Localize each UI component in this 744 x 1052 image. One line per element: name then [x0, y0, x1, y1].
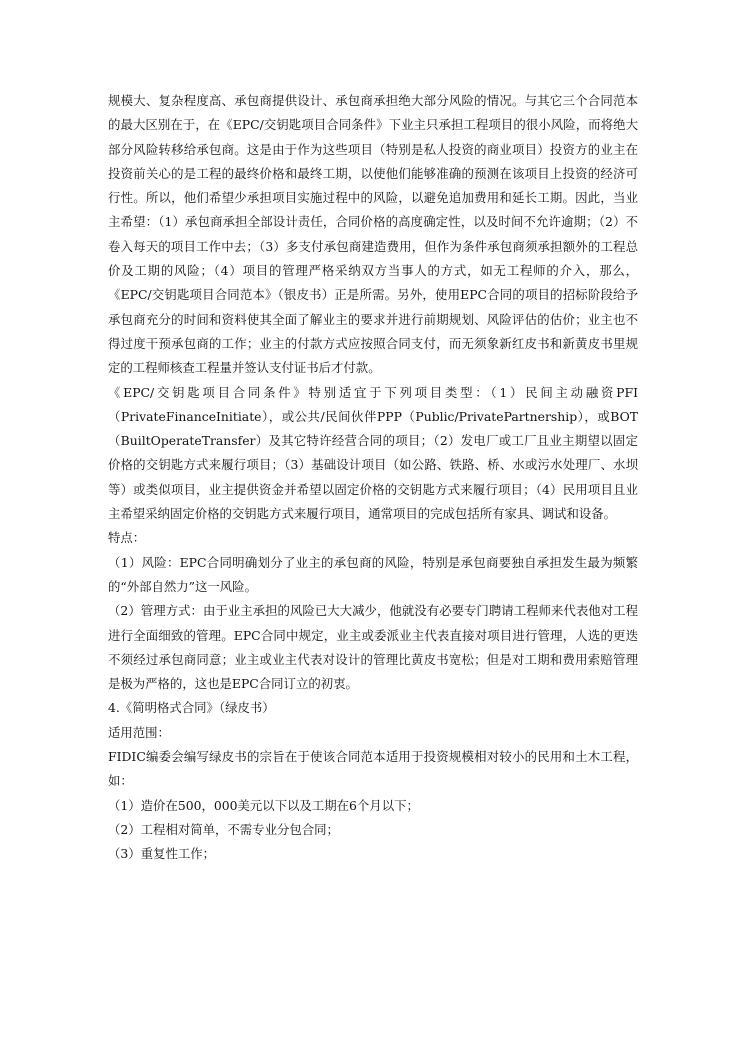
paragraph-epc-overview: 规模大、复杂程度高、承包商提供设计、承包商承担绝大部分风险的情况。与其它三个合同范本的最大区别在于，在《EPC/交钥匙项目合同条件》下业主只承担工程项目的很小风险，而将绝大部分风险转移给承包商。这是由于作为这些项目（特别是私人投资的商业项目）投资方的业主在投资前关心的是工程的最终价格和最终工期，以使他们能够准确的预测在该项目上投资的经济可行性。所以，他们希望少承担项目实施过程中的风险，以避免追加费用和延长工期。因此，当业主希望：（1）承包商承担全部设计责任，合同价格的高度确定性，以及时间不允许逾期；（2）不卷入每天的项目工作中去；（3）多支付承包商建造费用，但作为条件承包商须承担额外的工程总价及工期的风险；（4）项目的管理严格采纳双方当事人的方式，如无工程师的介入，那么，《EPC/交钥匙项目合同范本》（银皮书）正是所需。另外，使用EPC合同的项目的招标阶段给予承包商充分的时间和资料使其全面了解业主的要求并进行前期规划、风险评估的估价；业主也不得过度干预承包商的工作；业主的付款方式应按照合同支付，而无须象新红皮书和新黄皮书里规定的工程师核查工程量并签认支付证书后才付款。 — [108, 93, 638, 376]
paragraph-feature-risk: （1）风险：EPC合同明确划分了业主的承包商的风险，特别是承包商要独自承担发生最为频繁的“外部自然力”这一风险。 — [108, 554, 638, 594]
section-heading-green-book: 4.《简明格式合同》（绿皮书） — [108, 700, 275, 716]
list-item-cost-duration: （1）造价在500，000美元以下以及工期在6个月以下； — [108, 797, 419, 813]
document-page — [108, 89, 638, 867]
paragraph-scope-heading: 适用范围： — [108, 724, 170, 740]
list-item-repetitive-work: （3）重复性工作； — [108, 846, 216, 862]
paragraph-epc-applicable-projects: 《EPC/交钥匙项目合同条件》特别适宜于下列项目类型：（1）民间主动融资PFI（PrivateFinanceInitiate），或公共/民间伙伴PPP（Public/PrivatePartnership），或BOT（BuiltOperateTransfer）及其它特许经营合同的项目；（2）发电厂或工厂且业主期望以固定价格的交钥匙方式来履行项目；（3）基础设计项目（如公路、铁路、桥、水或污水处理厂、水坝等）或类似项目，业主提供资金并希望以固定价格的交钥匙方式来履行项目；（4）民用项目且业主希望采纳固定价格的交钥匙方式来履行项目，通常项目的完成包括所有家具、调试和设备。 — [108, 384, 638, 522]
paragraph-green-book-purpose: FIDIC编委会编写绿皮书的宗旨在于使该合同范本适用于投资规模相对较小的民用和土木工程，如： — [108, 749, 638, 789]
list-item-simple-project: （2）工程相对简单，不需专业分包合同； — [108, 821, 339, 837]
paragraph-features-heading: 特点： — [108, 530, 146, 546]
paragraph-feature-management: （2）管理方式：由于业主承担的风险已大大减少，他就没有必要专门聘请工程师来代表他对工程进行全面细致的管理。EPC合同中规定，业主或委派业主代表直接对项目进行管理，人选的更迭不须经过承包商同意；业主或业主代表对设计的管理比黄皮书宽松；但是对工期和费用索赔管理是极为严格的，这也是EPC合同订立的初衷。 — [108, 603, 638, 692]
